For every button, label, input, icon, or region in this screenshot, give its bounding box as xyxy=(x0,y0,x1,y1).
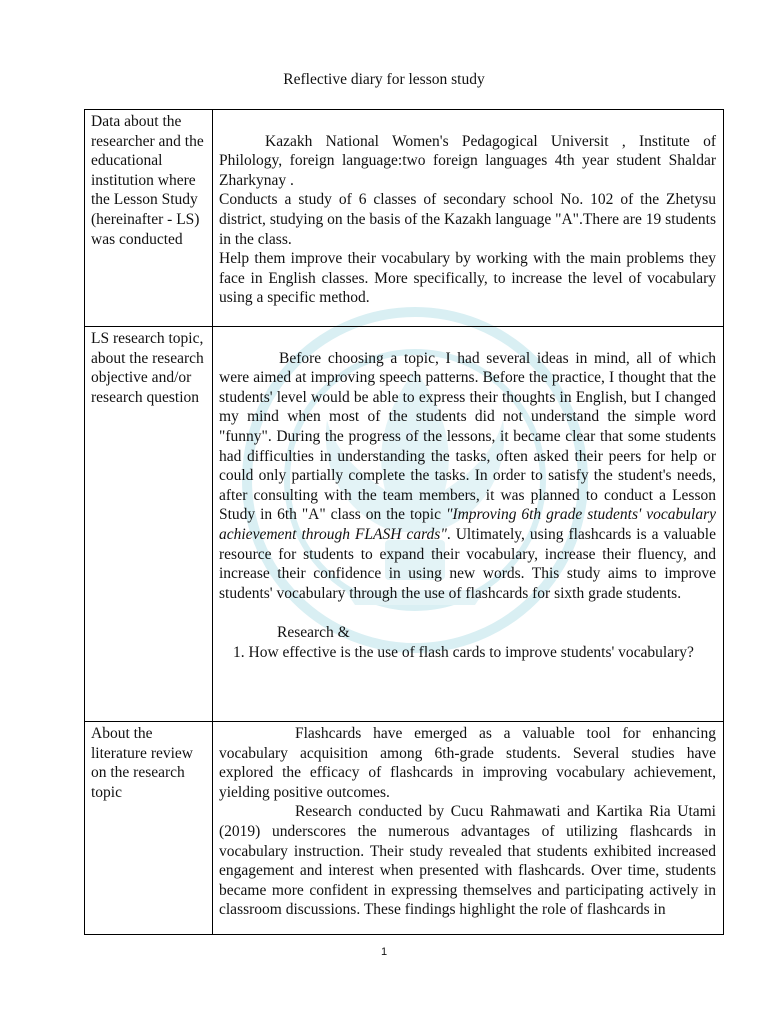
research-question: 1. How effective is the use of flash cards to improve students' vocabulary? xyxy=(233,643,694,661)
paragraph: Kazakh National Women's Pedagogical Universit , Institute of Philology, foreign language:two foreign languages 4th year student Shaldar Zharkynay . xyxy=(219,132,716,189)
paragraph: Help them improve their vocabulary by working with the main problems they face in English classes. More specifically, to increase the level of vocabulary using a specific method. xyxy=(219,250,716,307)
paragraph: Research conducted by Cucu Rahmawati and Kartika Ria Utami (2019) underscores the numerous advantages of utilizing flashcards in vocabulary instruction. Their study revealed that students exhibited increased engagement and interest when presented with flashcards. Over time, students became more confident in expressing themselves and participating actively in classroom discussions. These findings highlight the role of flashcards in xyxy=(219,803,716,919)
research-topic-italic: "Improving 6th grade students' vocabulary achievement through FLASH cards" xyxy=(219,506,717,543)
row-label: Data about the researcher and the educational institution where the Lesson Study (hereinafter - LS) was conducted xyxy=(85,110,213,327)
table-row-literature-review xyxy=(85,722,724,935)
paragraph xyxy=(219,349,716,604)
row-content xyxy=(213,722,724,935)
reflective-diary-table xyxy=(84,109,724,935)
row-label: About the literature review on the research topic xyxy=(85,722,213,935)
table-row-researcher-data xyxy=(85,110,724,327)
table-row-research-topic xyxy=(85,327,724,722)
row-content xyxy=(213,110,724,327)
page-number: 1 xyxy=(380,946,388,958)
row-label: LS research topic, about the research objective and/or research question xyxy=(85,327,213,722)
document-title: Reflective diary for lesson study xyxy=(283,71,485,88)
row-content xyxy=(213,327,724,722)
paragraph: Flashcards have emerged as a valuable tool for enhancing vocabulary acquisition among 6th-grade students. Several studies have explored the efficacy of flashcards in improving vocabulary achievement, yielding positive outcomes. xyxy=(219,725,716,801)
paragraph: Conducts a study of 6 classes of secondary school No. 102 of the Zhetysu district, studying on the basis of the Kazakh language "A".There are 19 students in the class. xyxy=(219,191,716,248)
outro-text: . Ultimately, using flashcards is a valuable resource for students to expand their vocabulary, increase their fluency, and increase their confidence in using new words. This study aims to improve students' vocabulary through the use of flashcards for sixth grade students. xyxy=(219,525,716,602)
intro-text: Before choosing a topic, I had several ideas in mind, all of which were aimed at improving speech patterns. Before the practice, I thought that the students' level would be able to express their thoughts in English, but I changed my mind when most of the students did not understand the simple word "funny". During the progress of the lessons, it became clear that some students had difficulties in understanding the tasks, often asked their peers for help or could only partially complete the tasks. In order to satisfy the student's needs, after consulting with the team members, it was planned to conduct a Lesson Study in 6th "A" class on the topic xyxy=(219,349,716,524)
research-heading: Research & xyxy=(277,623,350,641)
